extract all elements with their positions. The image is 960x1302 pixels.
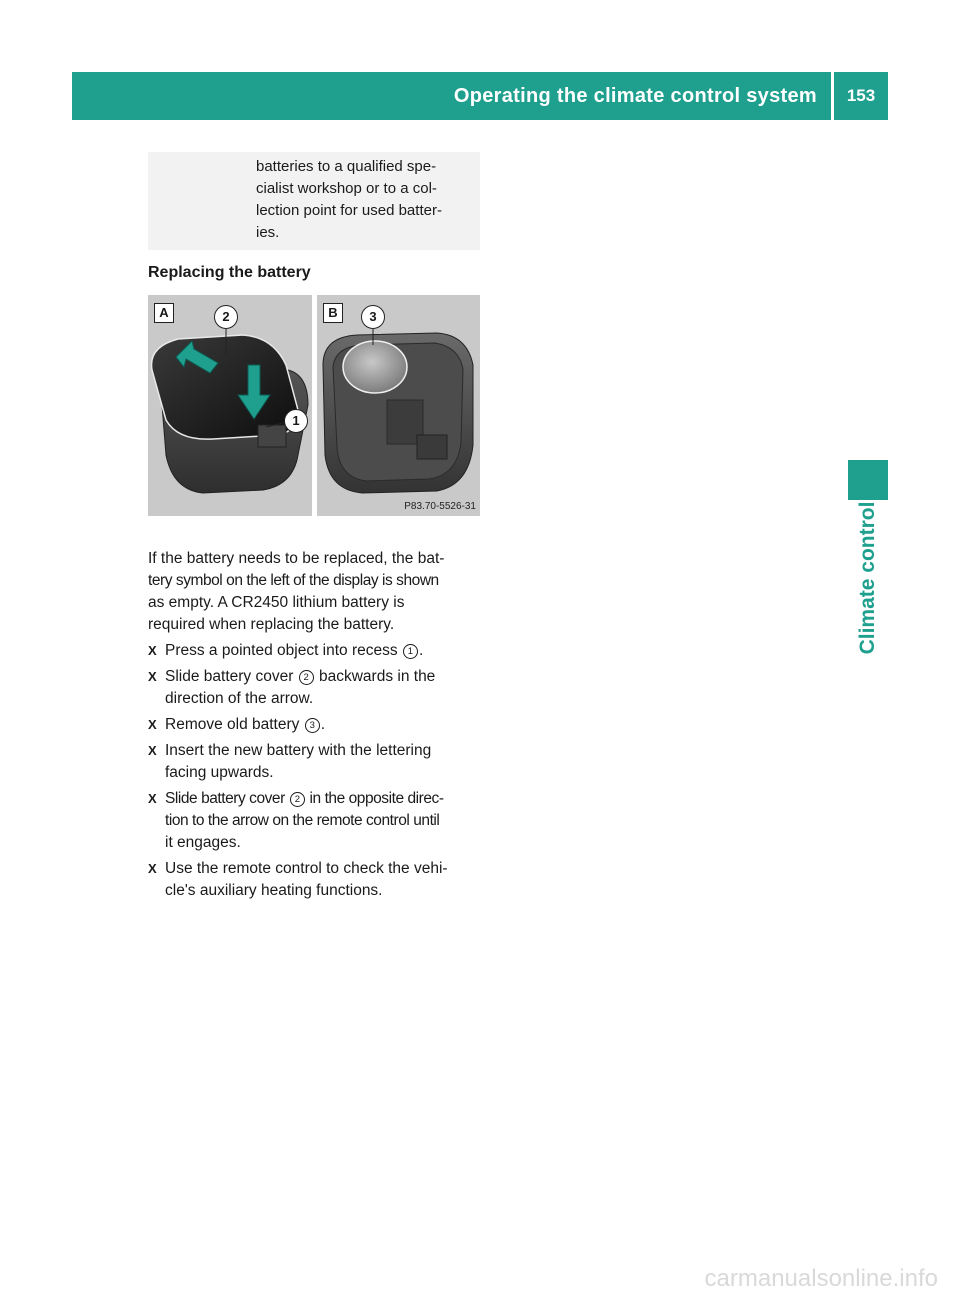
step-text: Remove old battery <box>165 716 304 733</box>
page-section-title: Operating the climate control system <box>453 84 817 107</box>
intro-line: If the battery needs to be replaced, the bat- <box>148 550 445 567</box>
figure-code: P83.70-5526-31 <box>404 501 476 512</box>
step-item <box>148 858 482 902</box>
step-text: Slide battery cover <box>165 668 298 685</box>
callout-ref: 2 <box>299 670 314 685</box>
step-text: . <box>418 642 424 659</box>
page-number: 153 <box>846 86 876 105</box>
step-line: it engages. <box>165 834 241 851</box>
step-text: Slide battery cover <box>165 790 289 807</box>
body-text <box>148 548 482 902</box>
step-text: Press a pointed object into recess <box>165 642 402 659</box>
step-item <box>148 666 482 710</box>
panel-a-label: A <box>154 303 174 323</box>
callout-3: 3 <box>361 305 385 329</box>
step-line: direction of the arrow. <box>165 690 314 707</box>
header-bar <box>72 72 888 120</box>
step-text: . <box>320 716 326 733</box>
step-marker-icon: X <box>148 669 157 684</box>
section-heading: Replacing the battery <box>148 264 311 281</box>
note-line: cialist workshop or to a col- <box>256 180 437 197</box>
note-line: batteries to a qualified spe- <box>256 158 437 175</box>
step-marker-icon: X <box>148 861 157 876</box>
note-line: ies. <box>256 224 280 241</box>
chapter-tab-marker <box>848 460 888 500</box>
step-marker-icon: X <box>148 643 157 658</box>
step-line: Insert the new battery with the lettering <box>165 742 432 759</box>
chapter-tab-label: Climate control <box>856 501 879 655</box>
figure-panel-a <box>148 295 312 516</box>
step-marker-icon: X <box>148 717 157 732</box>
remote-open-illustration <box>317 295 480 516</box>
step-item <box>148 714 482 736</box>
callout-ref: 1 <box>403 644 418 659</box>
note-box <box>148 152 480 250</box>
step-marker-icon: X <box>148 791 157 806</box>
figure-panel-b <box>317 295 480 516</box>
step-marker-icon: X <box>148 743 157 758</box>
intro-line: required when replacing the battery. <box>148 616 395 633</box>
panel-b-label: B <box>323 303 343 323</box>
intro-paragraph <box>148 548 482 636</box>
step-line: facing upwards. <box>165 764 274 781</box>
step-line <box>165 640 482 662</box>
step-item <box>148 640 482 662</box>
callout-ref: 3 <box>305 718 320 733</box>
step-line: cle's auxiliary heating functions. <box>165 882 383 899</box>
note-line: lection point for used batter- <box>256 202 442 219</box>
watermark[interactable]: carmanualsonline.info <box>704 1265 938 1292</box>
step-line: tion to the arrow on the remote control until <box>165 812 440 829</box>
step-line <box>165 714 482 736</box>
step-text: backwards in the <box>314 668 436 685</box>
step-line <box>165 788 482 810</box>
step-line: Use the remote control to check the vehi- <box>165 860 448 877</box>
step-line <box>165 666 482 688</box>
callout-ref: 2 <box>290 792 305 807</box>
step-item <box>148 740 482 784</box>
step-item <box>148 788 482 854</box>
callout-1: 1 <box>284 409 308 433</box>
intro-line: as empty. A CR2450 lithium battery is <box>148 594 405 611</box>
intro-line: tery symbol on the left of the display is shown <box>148 572 439 589</box>
callout-2: 2 <box>214 305 238 329</box>
note-text <box>256 156 474 244</box>
step-text: in the opposite direc- <box>305 790 444 807</box>
battery-replacement-figure <box>148 295 480 516</box>
